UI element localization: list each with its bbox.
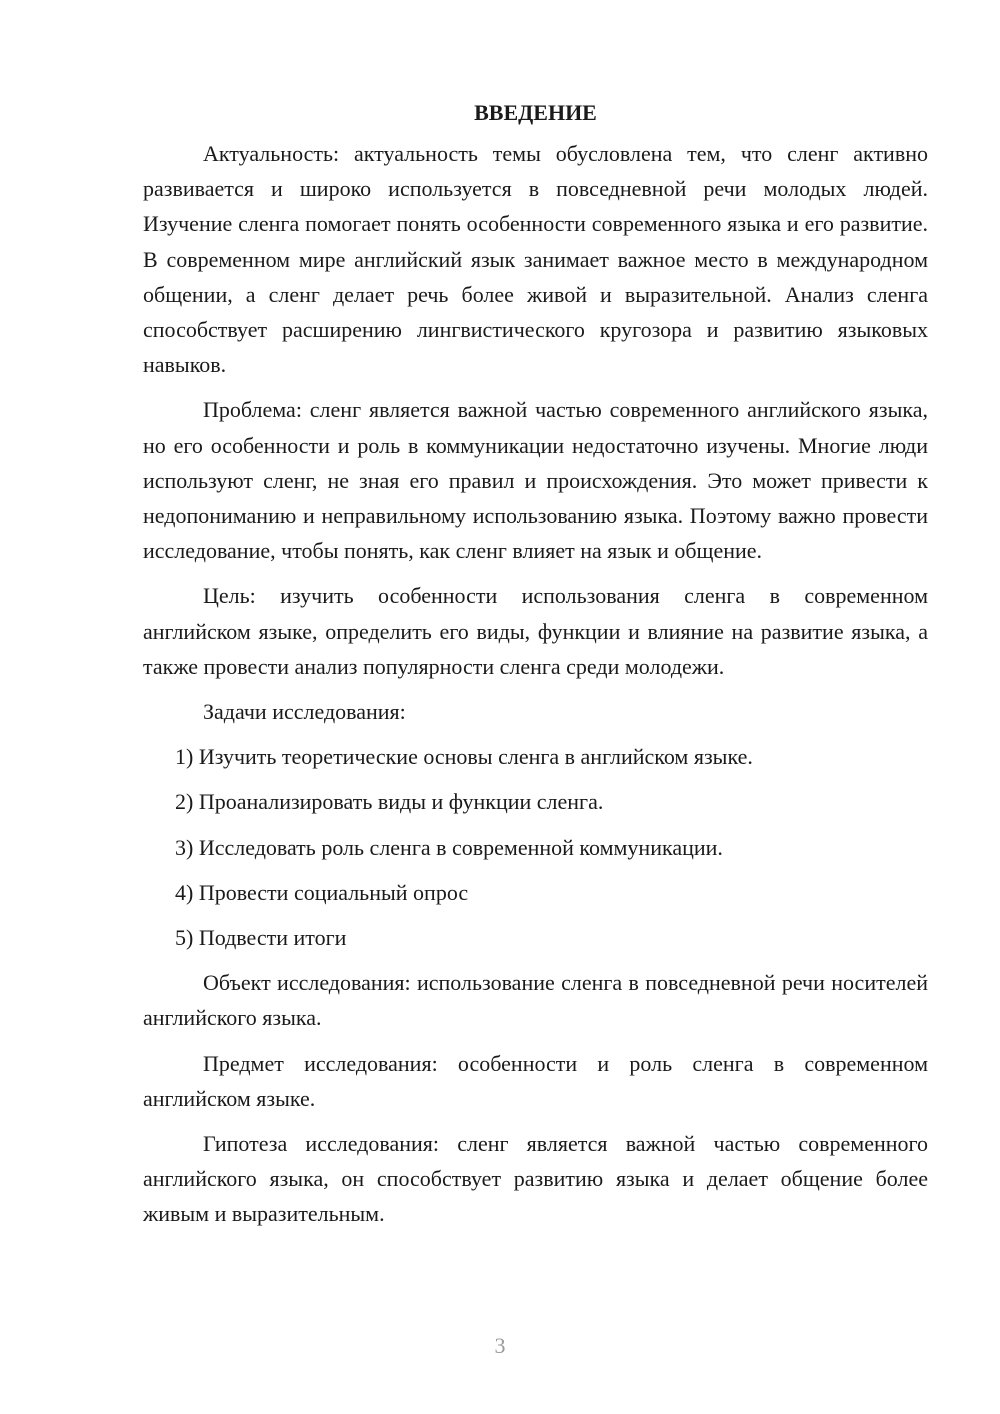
list-item: 3) Исследовать роль сленга в современной коммуникации.	[175, 834, 723, 860]
section-title: ВВЕДЕНИЕ	[474, 100, 597, 125]
tasks-list	[143, 739, 928, 955]
goal-paragraph: Цель: изучить особенности использования сленга в современном английском языке, определить его виды, функции и влияние на развитие языка, а также провести анализ популярности сленга среди молодежи.	[143, 583, 928, 679]
list-item: 4) Провести социальный опрос	[175, 879, 469, 905]
hypothesis-paragraph: Гипотеза исследования: сленг является важной частью современного английского языка, он способствует развитию языка и делает общение более живым и выразительным.	[143, 1131, 928, 1227]
problem-paragraph: Проблема: сленг является важной частью современного английского языка, но его особенности и роль в коммуникации недостаточно изучены. Многие люди используют сленг, не зная его правил и происхождения. Это может привести к недопониманию и неправильному использованию языка. Поэтому важно провести исследование, чтобы понять, как сленг влияет на язык и общение.	[143, 397, 928, 564]
list-item: 1) Изучить теоретические основы сленга в английском языке.	[175, 744, 753, 770]
relevance-paragraph: Актуальность: актуальность темы обусловлена тем, что сленг активно развивается и широко используется в повседневной речи молодых людей. Изучение сленга помогает понять особенности современного языка и его развитие. В современном мире английский язык занимает важное место в международном общении, а сленг делает речь более живой и выразительной. Анализ сленга способствует расширению лингвистического кругозора и развитию языковых навыков.	[143, 141, 928, 378]
subject-paragraph: Предмет исследования: особенности и роль сленга в современном английском языке.	[143, 1050, 928, 1111]
page-content	[143, 95, 928, 1242]
list-item: 5) Подвести итоги	[175, 925, 347, 951]
list-item: 2) Проанализировать виды и функции сленга.	[175, 789, 604, 815]
page-number: 3	[494, 1333, 506, 1358]
object-paragraph: Объект исследования: использование сленга в повседневной речи носителей английского языка.	[143, 970, 928, 1031]
tasks-heading: Задачи исследования:	[203, 699, 406, 725]
